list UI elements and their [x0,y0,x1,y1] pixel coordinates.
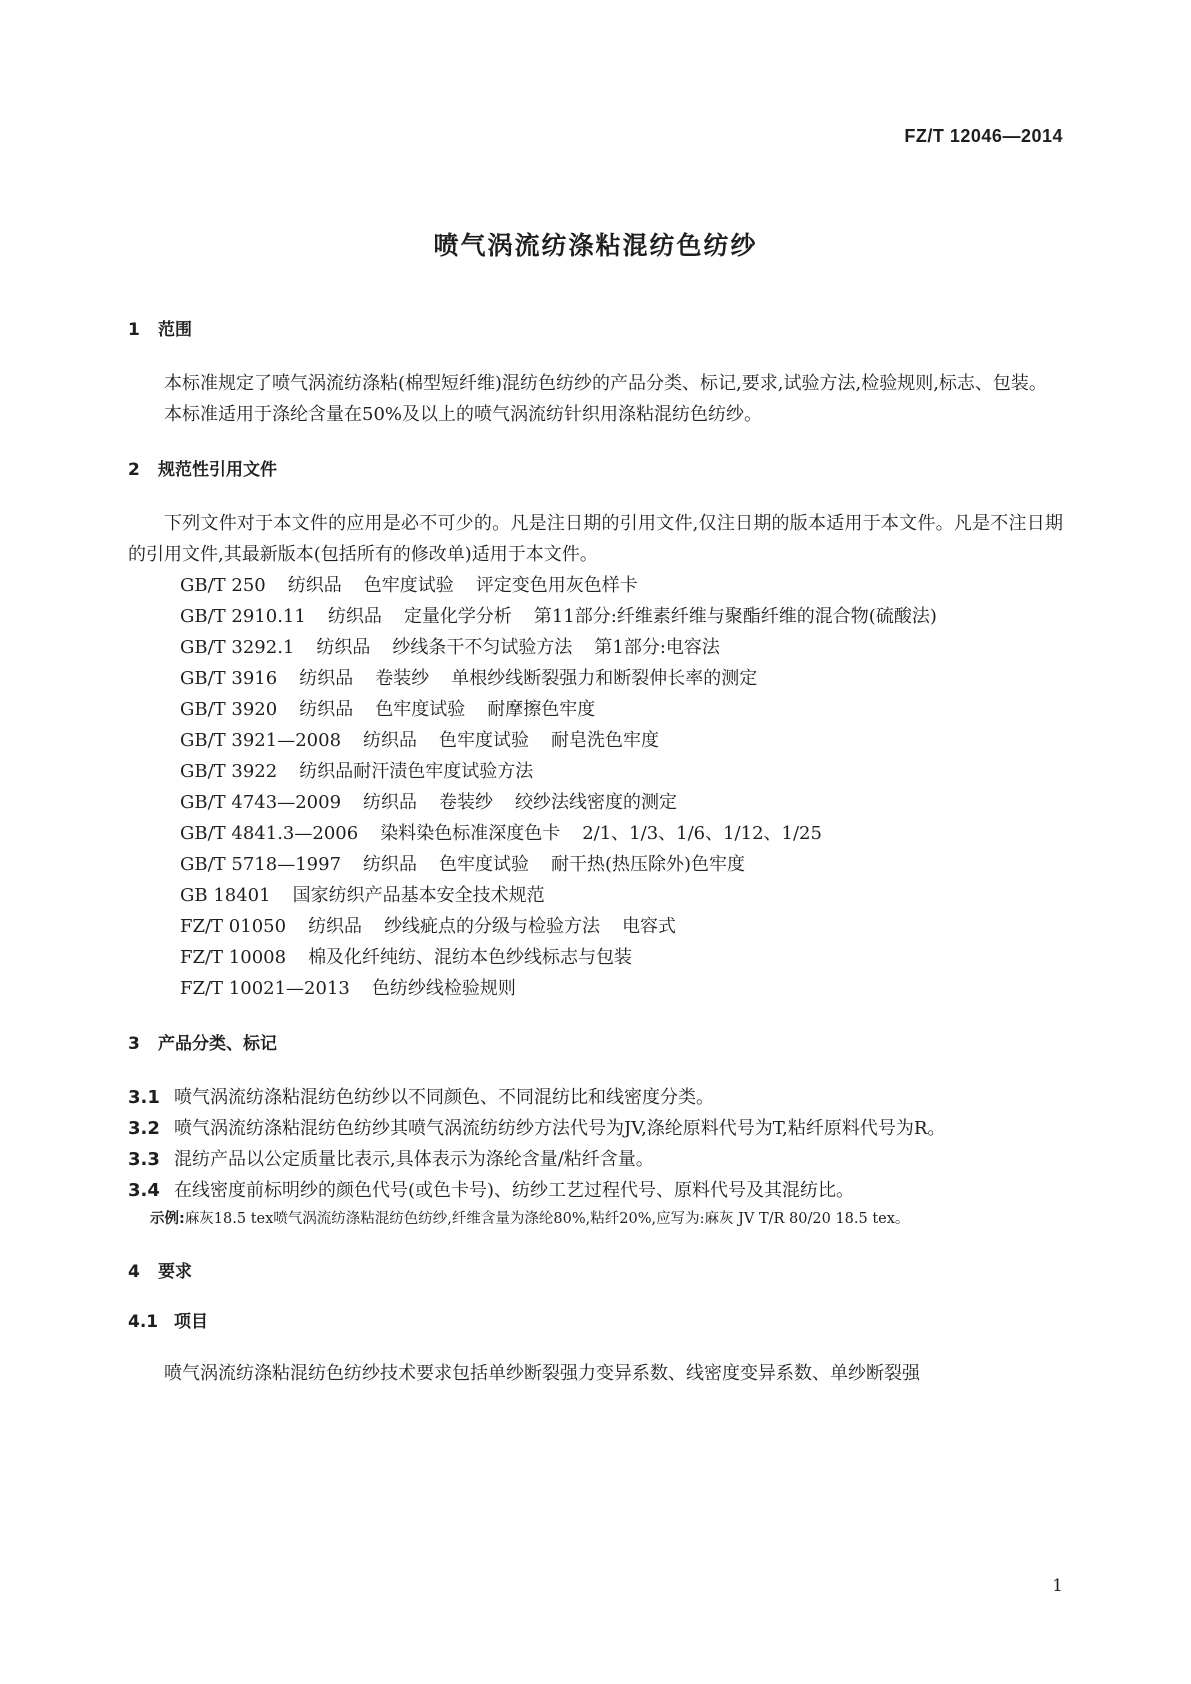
document-title: 喷气涡流纺涤粘混纺色纺纱 [433,231,758,260]
reference-title-part: 纺织品 [363,730,418,751]
section-number: 4 [128,1262,140,1282]
section-2-heading [128,456,1063,484]
reference-item [128,787,1063,818]
references-intro: 下列文件对于本文件的应用是必不可少的。凡是注日期的引用文件,仅注日期的版本适用于本文件。凡是不注日期的引用文件,其最新版本(包括所有的修改单)适用于本文件。 [128,513,1063,565]
reference-item [128,973,1063,1004]
reference-item [128,632,1063,663]
section-title: 规范性引用文件 [158,460,277,480]
reference-title-part: 色牢度试验 [439,854,530,875]
reference-item [128,849,1063,880]
reference-title-part: 色牢度试验 [363,575,454,596]
reference-item [128,725,1063,756]
reference-item [128,818,1063,849]
reference-item [128,911,1063,942]
reference-title-part: 纺织品 [363,854,418,875]
reference-code: GB/T 250 [180,575,266,596]
clause-3-2 [128,1113,1063,1144]
reference-title-part: 2/1、1/3、1/6、1/12、1/25 [582,823,822,844]
reference-title-part: 纱线疵点的分级与检验方法 [384,916,601,937]
reference-code: GB/T 3920 [180,699,278,720]
reference-code: GB 18401 [180,885,271,906]
reference-title-part: 国家纺织产品基本安全技术规范 [292,885,545,906]
reference-title-part: 纺织品 [287,575,342,596]
section-title: 产品分类、标记 [158,1034,277,1054]
reference-title-part: 耐摩擦色牢度 [487,699,596,720]
reference-title-part: 纺织品 [327,606,382,627]
example-note [128,1206,1063,1232]
clause-3-1 [128,1082,1063,1113]
reference-title-part: 耐干热(热压除外)色牢度 [551,854,746,875]
reference-title-part: 色牢度试验 [439,730,530,751]
reference-title-part: 第1部分:电容法 [594,637,720,658]
scope-paragraph-2: 本标准适用于涤纶含量在50%及以上的喷气涡流纺针织用涤粘混纺色纺纱。 [164,404,763,425]
section-1-heading [128,316,1063,344]
reference-code: GB/T 3921—2008 [180,730,342,751]
reference-item [128,663,1063,694]
reference-title-part: 纺织品 [299,668,354,689]
reference-title-part: 纺织品 [308,916,363,937]
clause-text: 喷气涡流纺涤粘混纺色纺纱其喷气涡流纺纺纱方法代号为JV,涤纶原料代号为T,粘纤原料代号为R。 [174,1118,946,1139]
reference-list [128,570,1063,1004]
subsection-number: 4.1 [128,1312,159,1332]
reference-title-part: 纺织品耐汗渍色牢度试验方法 [299,761,534,782]
reference-title-part: 单根纱线断裂强力和断裂伸长率的测定 [451,668,758,689]
reference-title-part: 染料染色标准深度色卡 [380,823,561,844]
reference-code: GB/T 3922 [180,761,278,782]
reference-title-part: 纺织品 [363,792,418,813]
standard-number: FZ/T 12046—2014 [904,126,1063,146]
reference-code: GB/T 3916 [180,668,278,689]
page-number: 1 [1052,1576,1063,1596]
subsection-4-1-heading [128,1308,1063,1336]
reference-code: GB/T 2910.11 [180,606,306,627]
clause-number: 3.2 [128,1118,160,1139]
section-number: 2 [128,460,140,480]
reference-title-part: 纺织品 [299,699,354,720]
reference-code: FZ/T 10021—2013 [180,978,350,999]
reference-title-part: 色纺纱线检验规则 [371,978,516,999]
document-body [128,316,1063,1389]
reference-title-part: 电容式 [622,916,677,937]
reference-item [128,942,1063,973]
clause-number: 3.1 [128,1087,160,1108]
reference-title-part: 纱线条干不匀试验方法 [392,637,573,658]
example-label: 示例: [150,1211,185,1227]
reference-title-part: 绞纱法线密度的测定 [515,792,678,813]
section-number: 1 [128,320,140,340]
example-text: 麻灰18.5 tex喷气涡流纺涤粘混纺色纺纱,纤维含量为涤纶80%,粘纤20%,应写为:麻灰 JV T/R 80/20 18.5 tex。 [184,1211,910,1227]
section-4-heading [128,1258,1063,1286]
reference-title-part: 棉及化纤纯纺、混纺本色纱线标志与包装 [308,947,633,968]
clause-number: 3.4 [128,1180,160,1201]
reference-item [128,880,1063,911]
reference-code: GB/T 4743—2009 [180,792,342,813]
reference-item [128,601,1063,632]
section-3-heading [128,1030,1063,1058]
reference-title-part: 第11部分:纤维素纤维与聚酯纤维的混合物(硫酸法) [533,606,937,627]
scope-paragraph-1: 本标准规定了喷气涡流纺涤粘(棉型短纤维)混纺色纺纱的产品分类、标记,要求,试验方法,检验规则,标志、包装。 [164,373,1047,394]
reference-code: FZ/T 01050 [180,916,287,937]
clause-number: 3.3 [128,1149,160,1170]
clause-text: 在线密度前标明纱的颜色代号(或色卡号)、纺纱工艺过程代号、原料代号及其混纺比。 [174,1180,855,1201]
requirements-paragraph: 喷气涡流纺涤粘混纺色纺纱技术要求包括单纱断裂强力变异系数、线密度变异系数、单纱断裂强 [164,1363,920,1384]
reference-code: GB/T 3292.1 [180,637,295,658]
section-title: 范围 [158,320,192,340]
section-title: 要求 [158,1262,192,1282]
clause-text: 喷气涡流纺涤粘混纺色纺纱以不同颜色、不同混纺比和线密度分类。 [174,1087,714,1108]
reference-code: GB/T 4841.3—2006 [180,823,359,844]
reference-title-part: 色牢度试验 [375,699,466,720]
reference-code: GB/T 5718—1997 [180,854,342,875]
section-number: 3 [128,1034,140,1054]
clause-3-4 [128,1175,1063,1206]
clause-text: 混纺产品以公定质量比表示,具体表示为涤纶含量/粘纤含量。 [174,1149,654,1170]
reference-code: FZ/T 10008 [180,947,287,968]
clause-3-3 [128,1144,1063,1175]
reference-title-part: 纺织品 [316,637,371,658]
reference-title-part: 卷装纱 [439,792,494,813]
subsection-title: 项目 [174,1312,208,1332]
reference-title-part: 定量化学分析 [403,606,512,627]
reference-title-part: 耐皂洗色牢度 [551,730,660,751]
reference-item [128,756,1063,787]
reference-item [128,694,1063,725]
reference-title-part: 卷装纱 [375,668,430,689]
reference-item [128,570,1063,601]
reference-title-part: 评定变色用灰色样卡 [475,575,638,596]
